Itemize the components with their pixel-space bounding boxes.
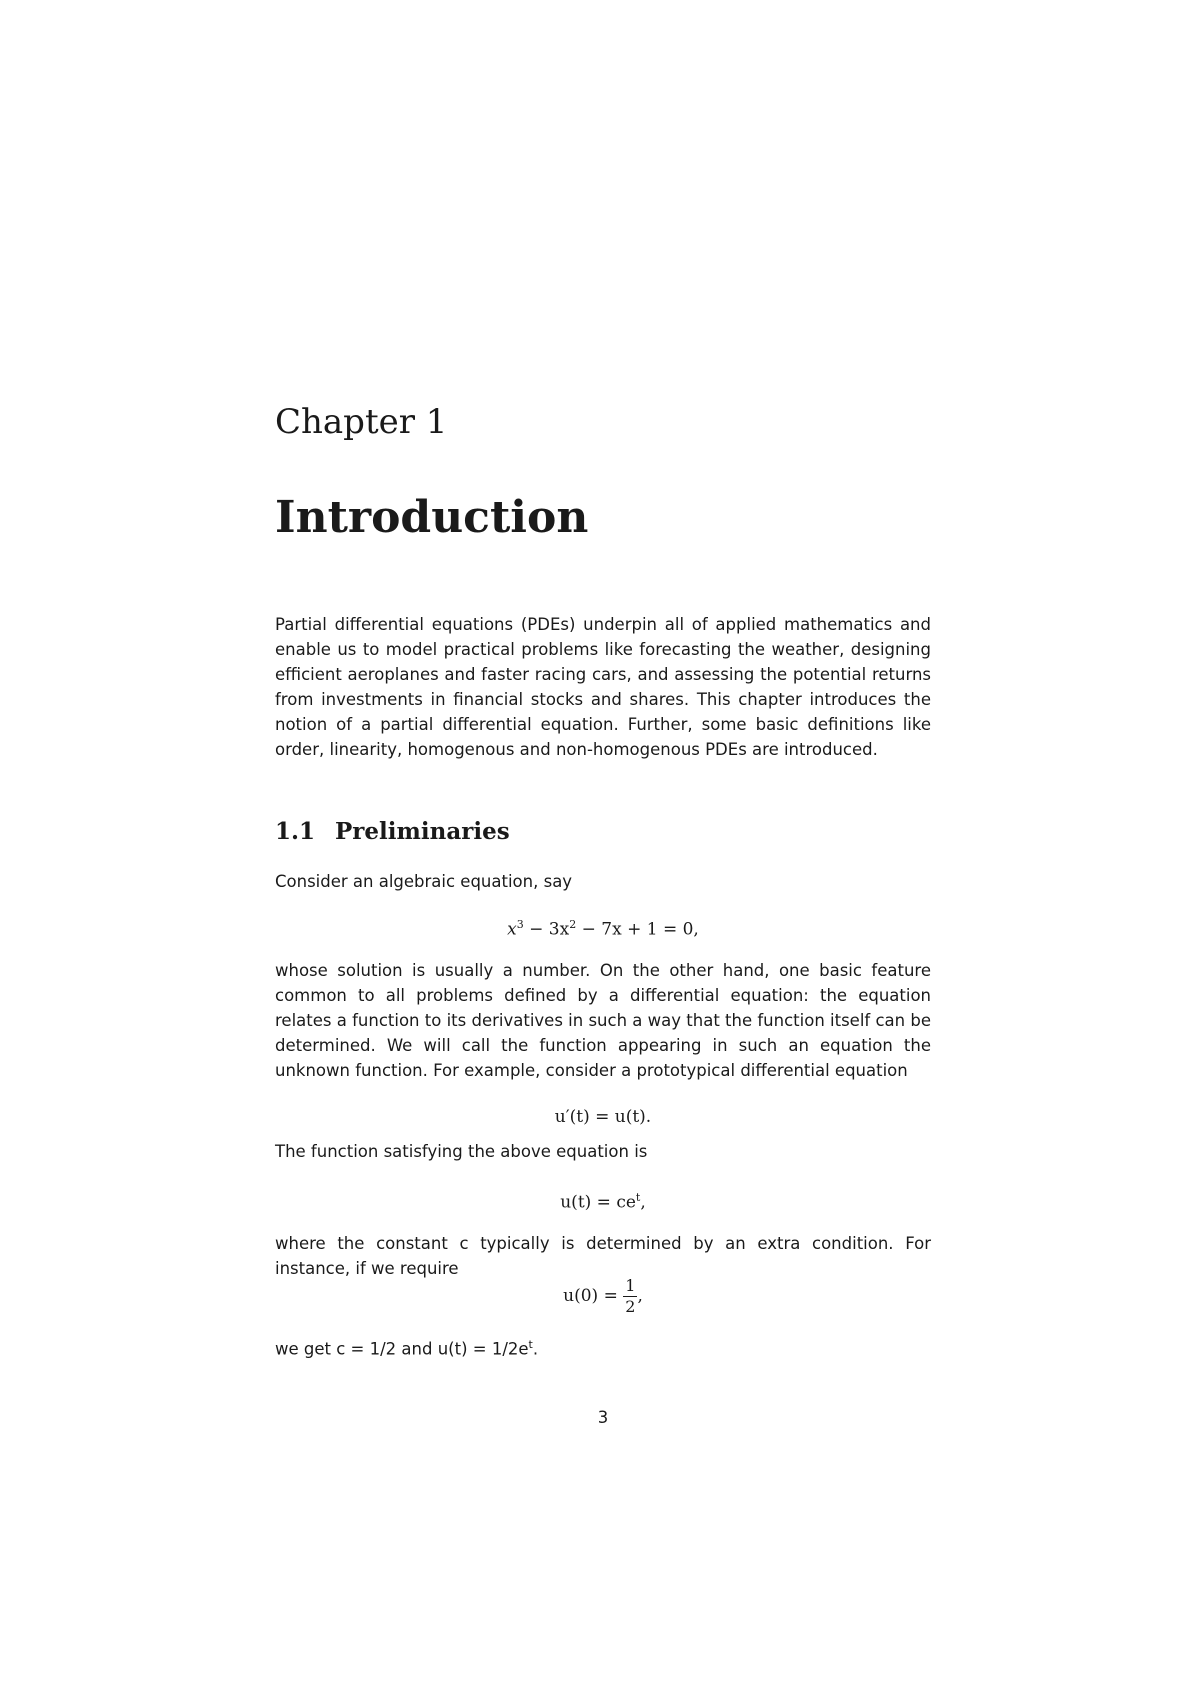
eq1-sup-a: 3	[516, 918, 524, 931]
section-title: Preliminaries	[335, 818, 510, 845]
eq1-sup-b: 2	[569, 918, 577, 931]
eq4-numerator: 1	[625, 1276, 636, 1295]
equation-cubic	[275, 913, 931, 942]
equation-initial-condition	[275, 1276, 931, 1326]
eq1-term-b: − 3x	[523, 919, 570, 940]
paragraph-consider: Consider an algebraic equation, say	[275, 872, 573, 891]
eq4-end: ,	[637, 1286, 643, 1306]
eq4-left: u(0) =	[563, 1286, 624, 1306]
equation-ode: u′(t) = u(t).	[554, 1107, 652, 1127]
eq4-denominator: 2	[625, 1297, 636, 1316]
eq3-sup: t	[635, 1191, 641, 1204]
we-get-text: we get c = 1/2 and u(t) = 1/2e	[275, 1339, 529, 1359]
eq3-main: u(t) = ce	[560, 1192, 636, 1213]
intro-paragraph: Partial differential equations (PDEs) underpin all of applied mathematics and enable us to model practical problems like forecasting the weather, designing efficient aeroplanes and faster racing cars, and assessing the potential returns from investments in financial stocks and shares. This chapter introduces the notion of a partial differential equation. Further, some basic definitions like order, linearity, homogenous and non-homogenous PDEs are introduced.	[275, 615, 931, 759]
eq3-end: ,	[640, 1192, 646, 1213]
paragraph-where: where the constant c typically is determined by an extra condition. For instance, if we require	[275, 1234, 931, 1278]
section-heading	[275, 820, 510, 843]
eq1-term-a: x	[507, 919, 517, 940]
chapter-title: Introduction	[275, 492, 589, 543]
we-get-sup: t	[528, 1338, 533, 1351]
eq4-fraction	[623, 1276, 637, 1317]
page-number: 3	[597, 1408, 609, 1427]
we-get-end: .	[532, 1339, 539, 1359]
paragraph-function-satisfying: The function satisfying the above equation is	[275, 1142, 648, 1161]
paragraph-we-get	[275, 1332, 931, 1362]
chapter-label: Chapter 1	[275, 402, 448, 442]
paragraph-whose: whose solution is usually a number. On the other hand, one basic feature common to all problems defined by a differential equation: the equation relates a function to its derivatives in such a way that the function itself can be determined. We will call the function appearing in such an equation the unknown function. For example, consider a prototypical differential equation	[275, 961, 931, 1080]
section-number: 1.1	[275, 818, 316, 845]
equation-solution	[275, 1186, 931, 1215]
eq1-term-c: − 7x + 1 = 0,	[576, 919, 699, 940]
